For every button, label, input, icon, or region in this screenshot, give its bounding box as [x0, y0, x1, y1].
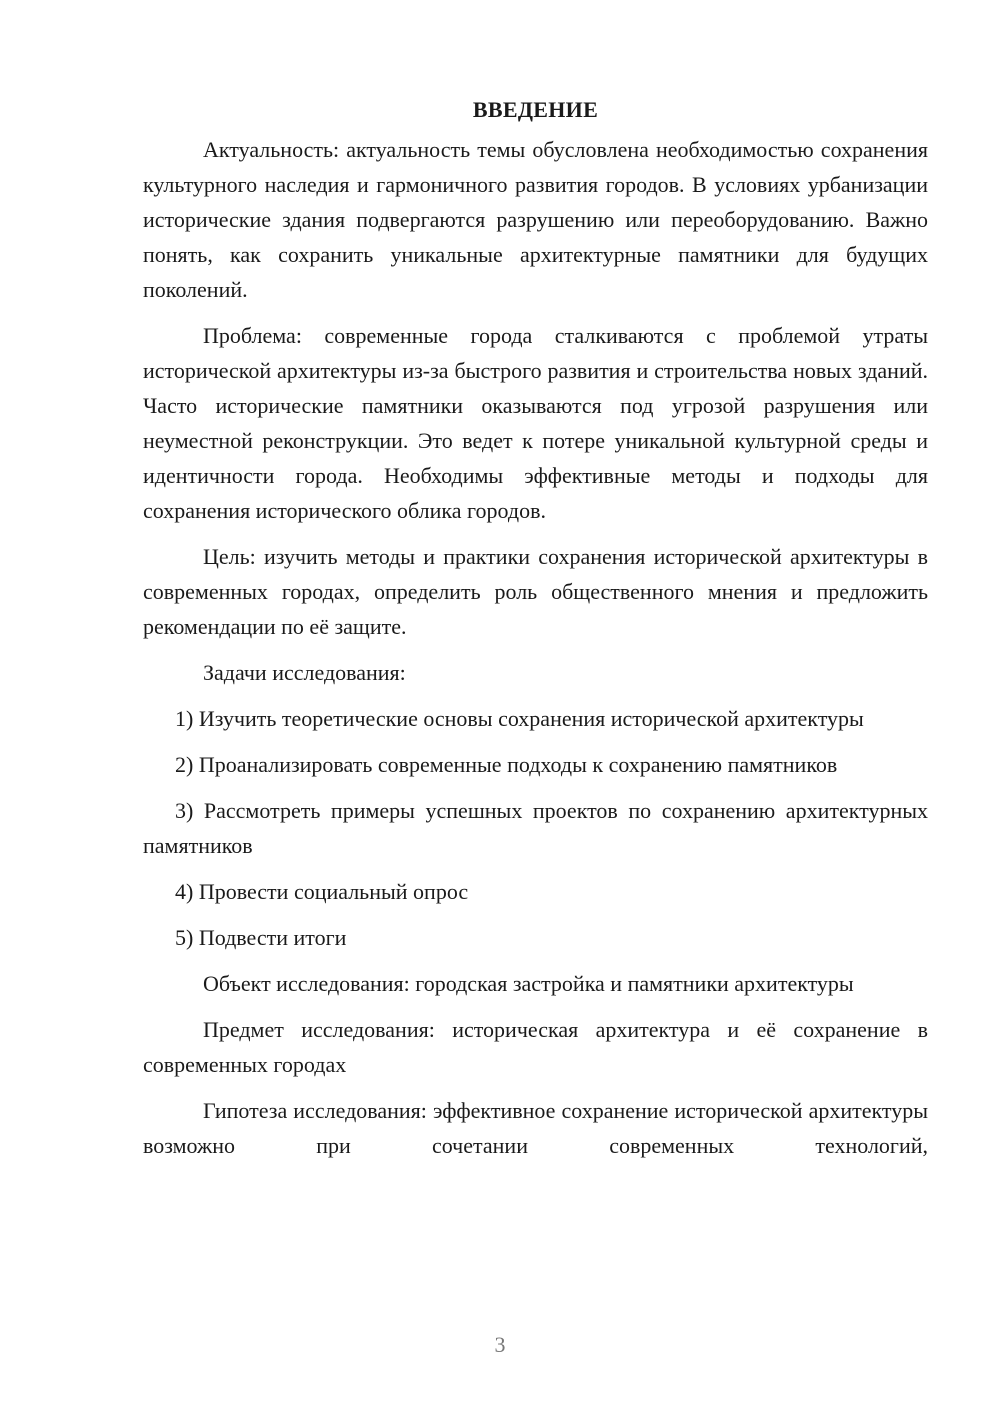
task-item-2: 2) Проанализировать современные подходы к сохранению памятников	[175, 752, 838, 777]
tasks-heading: Задачи исследования:	[203, 660, 406, 685]
page-title: ВВЕДЕНИЕ	[472, 97, 599, 122]
task-item-3: 3) Рассмотреть примеры успешных проектов по сохранению архитектурных памятников	[143, 798, 928, 858]
task-item-4: 4) Провести социальный опрос	[175, 879, 469, 904]
paragraph-subject: Предмет исследования: историческая архитектура и её сохранение в современных городах	[143, 1017, 928, 1077]
paragraph-problem: Проблема: современные города сталкиваются с проблемой утраты исторической архитектуры из-за быстрого развития и строительства новых зданий. Часто исторические памятники оказываются под угрозой разрушения или неуместной реконструкции. Это ведет к потере уникальной культурной среды и идентичности города. Необходимы эффективные методы и подходы для сохранения исторического облика городов.	[143, 323, 928, 523]
task-item-1: 1) Изучить теоретические основы сохранения исторической архитектуры	[175, 706, 864, 731]
paragraph-object: Объект исследования: городская застройка и памятники архитектуры	[203, 971, 854, 996]
paragraph-relevance: Актуальность: актуальность темы обусловлена необходимостью сохранения культурного наследия и гармоничного развития городов. В условиях урбанизации исторические здания подвергаются разрушению или переоборудованию. Важно понять, как сохранить уникальные архитектурные памятники для будущих поколений.	[143, 137, 928, 302]
paragraph-hypothesis: Гипотеза исследования: эффективное сохранение исторической архитектуры возможно при сочетании современных технологий,	[143, 1098, 928, 1158]
document-body	[143, 92, 928, 1174]
task-item-5: 5) Подвести итоги	[175, 925, 347, 950]
page-number: 3	[494, 1332, 506, 1357]
paragraph-goal: Цель: изучить методы и практики сохранения исторической архитектуры в современных городах, определить роль общественного мнения и предложить рекомендации по её защите.	[143, 544, 928, 639]
